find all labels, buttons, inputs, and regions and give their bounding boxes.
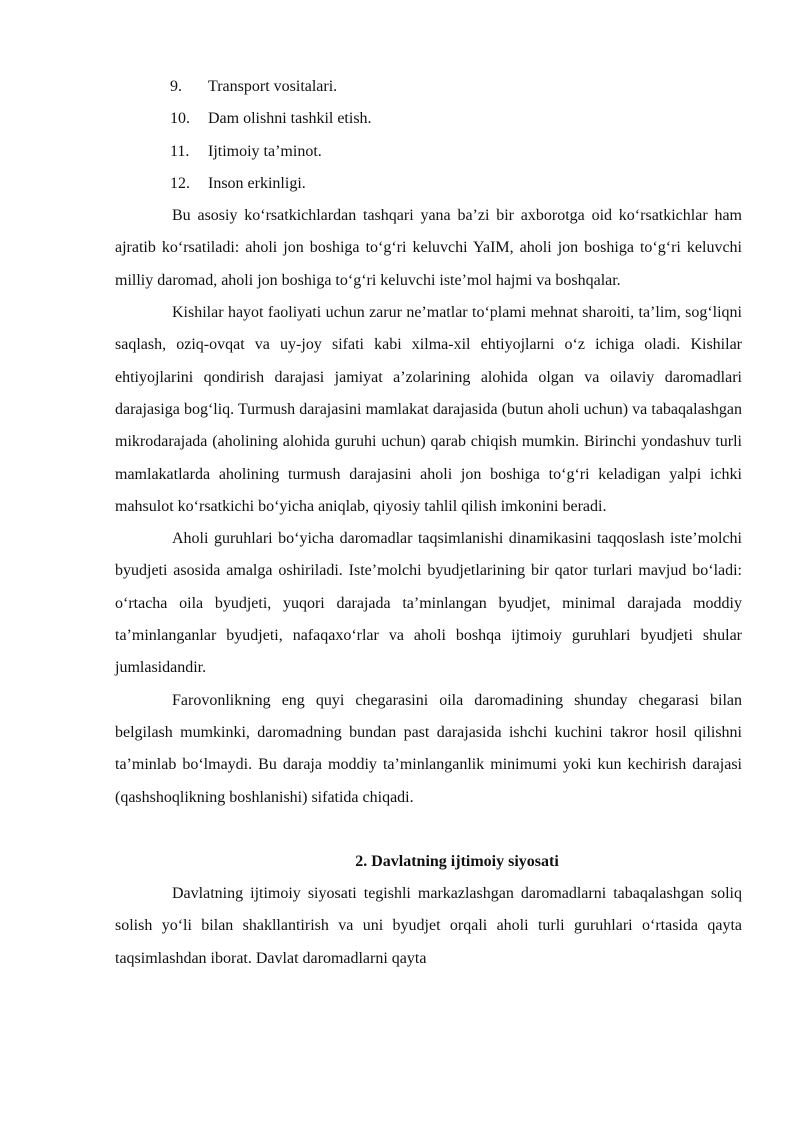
list-item-number: 9.	[170, 78, 182, 95]
body-paragraph: Bu asosiy ko‘rsatkichlardan tashqari yana ba’zi bir axborotga oid ko‘rsatkichlar ham ajratib ko‘rsatiladi: aholi jon boshiga to‘g‘ri keluvchi YaIM, aholi jon boshiga to‘g‘ri keluvchi milliy daromad, aholi jon boshiga to‘g‘ri keluvchi iste’mol hajmi va boshqalar.	[115, 207, 742, 289]
list-item-number: 11.	[170, 142, 190, 160]
body-paragraph: Aholi guruhlari bo‘yicha daromadlar taqsimlanishi dinamikasini taqqoslash iste’molchi byudjeti asosida amalga oshiriladi. Iste’molchi byudjetlarining bir qator turlari mavjud bo‘ladi: o‘rtacha oila byudjeti, yuqori darajada ta’minlangan byudjet, minimal darajada moddiy ta’minlanganlar byudjeti, nafaqaxo‘rlar va aholi boshqa ijtimoiy guruhlari byudjeti shular jumlasidandir.	[115, 530, 742, 677]
section-heading: 2. Davlatning ijtimoiy siyosati	[355, 852, 559, 870]
list-item-number: 10.	[170, 110, 190, 128]
list-item-number: 12.	[170, 174, 190, 192]
list-item-text: Dam olishni tashkil etish.	[208, 110, 372, 128]
list-item	[115, 71, 742, 103]
list-item	[115, 136, 742, 168]
list-item-text: Transport vositalari.	[208, 78, 338, 95]
document-page	[115, 71, 742, 975]
numbered-list	[115, 71, 742, 200]
body-paragraph: Davlatning ijtimoiy siyosati tegishli markazlashgan daromadlarni tabaqalashgan soliq solish yo‘li bilan shakllantirish va uni byudjet orqali aholi turli guruhlari o‘rtasida qayta taqsimlashdan iborat. Davlat daromadlarni qayta	[115, 885, 742, 967]
list-item	[115, 103, 742, 135]
list-item-text: Ijtimoiy ta’minot.	[208, 142, 322, 160]
body-paragraph: Farovonlikning eng quyi chegarasini oila daromadining shunday chegarasi bilan belgilash mumkinki, daromadning bundan past darajasida ishchi kuchini takror hosil qilishni ta’minlab bo‘lmaydi. Bu daraja moddiy ta’minlanganlik minimumi yoki kun kechirish darajasi (qashshoqlikning boshlanishi) sifatida chiqadi.	[115, 691, 742, 806]
list-item	[115, 168, 742, 200]
list-item-text: Inson erkinligi.	[208, 174, 306, 192]
body-paragraph: Kishilar hayot faoliyati uchun zarur ne’matlar to‘plami mehnat sharoiti, ta’lim, sog‘liqni saqlash, oziq-ovqat va uy-joy sifati kabi xilma-xil ehtiyojlarni o‘z ichiga oladi. Kishilar ehtiyojlarini qondirish darajasi jamiyat a’zolarining alohida olgan va oilaviy daromadlari darajasiga bog‘liq. Turmush darajasini mamlakat darajasida (butun aholi uchun) va tabaqalashgan mikrodarajada (aholining alohida guruhi uchun) qarab chiqish mumkin. Birinchi yondashuv turli mamlakatlarda aholining turmush darajasini aholi jon boshiga to‘g‘ri keladigan yalpi ichki mahsulot ko‘rsatkichi bo‘yicha aniqlab, qiyosiy tahlil qilish imkonini beradi.	[115, 304, 742, 515]
